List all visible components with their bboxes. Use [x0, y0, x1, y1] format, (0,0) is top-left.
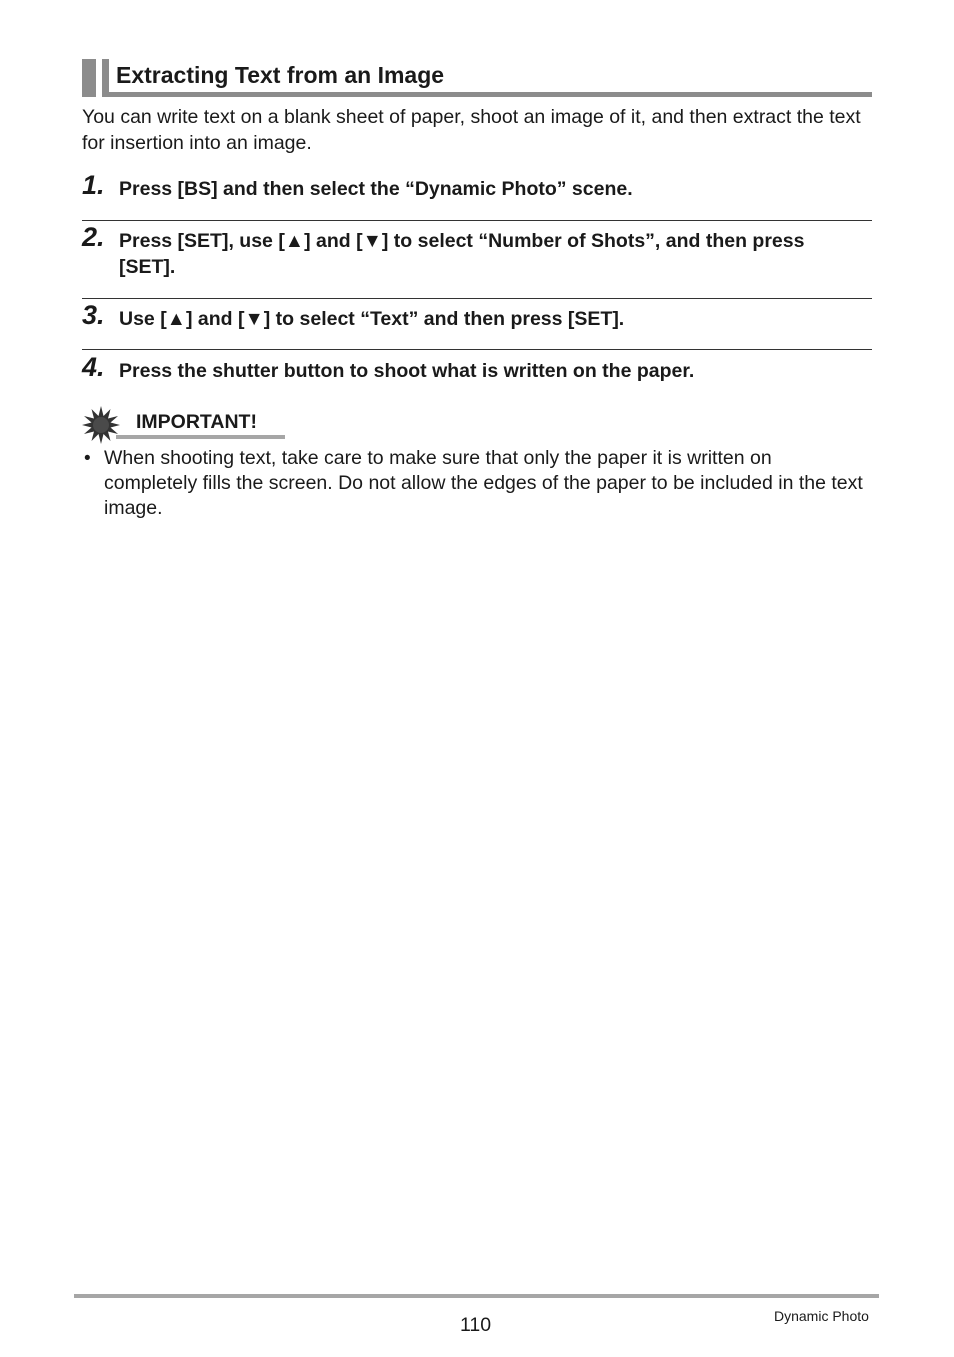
- section-heading: [82, 59, 872, 97]
- step-divider: [82, 298, 872, 299]
- heading-bar-thick: [82, 59, 96, 97]
- important-callout: [82, 406, 287, 444]
- bullet-marker: •: [84, 448, 91, 469]
- step-number: 2.: [82, 222, 105, 252]
- important-underline: [116, 435, 285, 439]
- important-label: IMPORTANT!: [136, 411, 257, 433]
- intro-paragraph: You can write text on a blank sheet of paper, shoot an image of it, and then extract the text for insertion into an image.: [82, 106, 861, 154]
- step-text: Press [BS] and then select the “Dynamic Photo” scene.: [119, 178, 633, 200]
- footer-section-name: Dynamic Photo: [774, 1308, 869, 1324]
- step-number: 3.: [82, 300, 105, 330]
- heading-underline: [102, 92, 872, 97]
- step-divider: [82, 220, 872, 221]
- starburst-icon: [82, 406, 120, 444]
- important-bullet-text: When shooting text, take care to make sure that only the paper it is written on completely fills the screen. Do not allow the edges of the paper to be included in the text image.: [104, 447, 863, 519]
- step-number: 1.: [82, 170, 105, 200]
- page-number: 110: [460, 1314, 492, 1336]
- step-divider: [82, 349, 872, 350]
- footer-rule: [74, 1294, 879, 1298]
- step-text: Press [SET], use [▲] and [▼] to select “Number of Shots”, and then press [SET].: [119, 230, 805, 278]
- step-number: 4.: [82, 352, 105, 382]
- page-title: Extracting Text from an Image: [116, 62, 445, 88]
- step-text: Press the shutter button to shoot what is written on the paper.: [119, 360, 695, 382]
- step-text: Use [▲] and [▼] to select “Text” and then press [SET].: [119, 308, 625, 330]
